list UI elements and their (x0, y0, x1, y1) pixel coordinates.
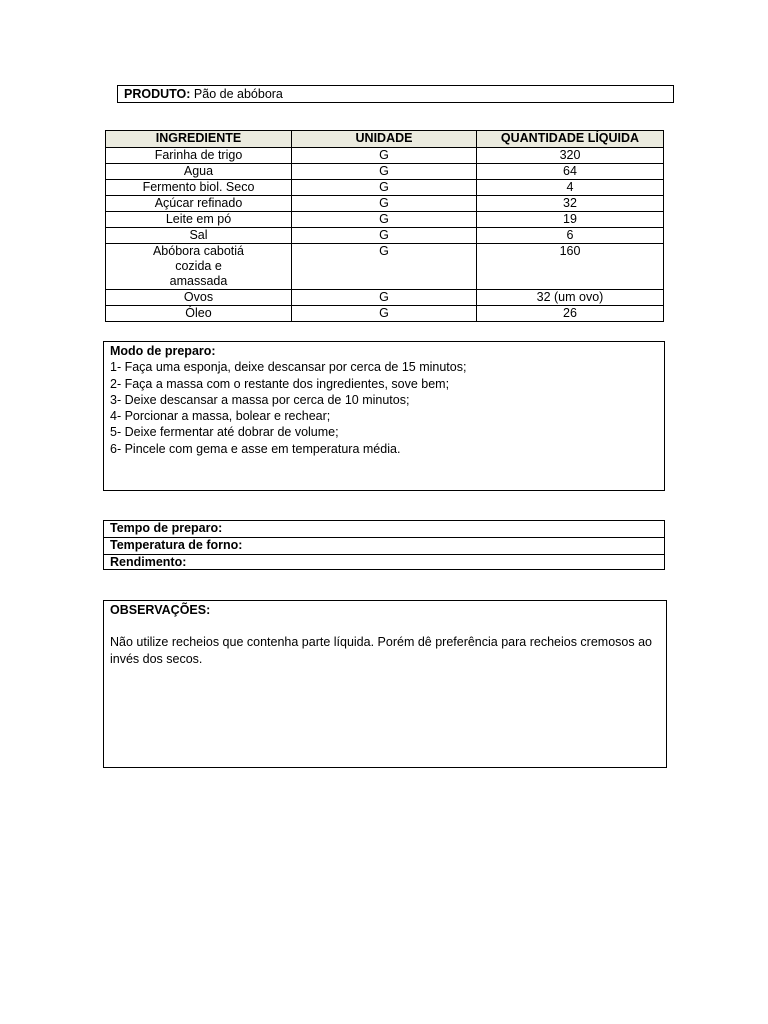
observations-title: OBSERVAÇÕES: (110, 603, 211, 617)
quantity-cell: 64 (477, 164, 664, 180)
preparation-section (103, 341, 665, 491)
preparation-step: 4- Porcionar a massa, bolear e rechear; (110, 409, 331, 424)
ingredient-cell: Sal (106, 228, 292, 244)
quantity-cell: 32 (477, 196, 664, 212)
quantity-cell: 160 (477, 244, 664, 290)
quantity-cell: 320 (477, 148, 664, 164)
table-row (106, 180, 664, 196)
unit-cell: G (292, 244, 477, 290)
header-quantity: QUANTIDADE LÍQUIDA (477, 131, 664, 148)
ingredient-cell: Óleo (106, 306, 292, 322)
table-row (106, 306, 664, 322)
unit-cell: G (292, 290, 477, 306)
unit-cell: G (292, 180, 477, 196)
header-ingredient: INGREDIENTE (106, 131, 292, 148)
quantity-cell: 4 (477, 180, 664, 196)
table-row (106, 196, 664, 212)
preparation-title: Modo de preparo: (110, 344, 216, 358)
info-section (103, 520, 665, 570)
observations-text: Não utilize recheios que contenha parte líquida. Porém dê preferência para recheios cremosos ao invés dos secos. (110, 635, 652, 666)
table-row (106, 148, 664, 164)
unit-cell: G (292, 228, 477, 244)
product-label: PRODUTO: (124, 87, 191, 101)
quantity-cell: 26 (477, 306, 664, 322)
table-header-row (106, 131, 664, 148)
ingredient-cell: Farinha de trigo (106, 148, 292, 164)
unit-cell: G (292, 148, 477, 164)
yield-label: Rendimento: (110, 555, 187, 569)
ingredient-cell: Leite em pó (106, 212, 292, 228)
ingredients-table (105, 130, 664, 322)
ingredient-cell: Fermento biol. Seco (106, 180, 292, 196)
table-row (106, 290, 664, 306)
ingredient-cell: Abóbora cabotiá cozida e amassada (106, 244, 292, 290)
unit-cell: G (292, 306, 477, 322)
preparation-step: 3- Deixe descansar a massa por cerca de 10 minutos; (110, 392, 410, 407)
preparation-step: 1- Faça uma esponja, deixe descansar por cerca de 15 minutos; (110, 360, 467, 375)
unit-cell: G (292, 164, 477, 180)
ingredient-cell: Açúcar refinado (106, 196, 292, 212)
table-row (106, 164, 664, 180)
quantity-cell: 32 (um ovo) (477, 290, 664, 306)
observations-section (103, 600, 667, 768)
quantity-cell: 6 (477, 228, 664, 244)
product-value: Pão de abóbora (193, 87, 283, 101)
table-row (106, 244, 664, 290)
unit-cell: G (292, 212, 477, 228)
oven-temp-label: Temperatura de forno: (104, 538, 664, 555)
product-field (117, 85, 674, 103)
table-row (106, 212, 664, 228)
preparation-step: 6- Pincele com gema e asse em temperatura média. (110, 441, 401, 456)
unit-cell: G (292, 196, 477, 212)
preparation-step: 2- Faça a massa com o restante dos ingredientes, sove bem; (110, 376, 450, 391)
header-unit: UNIDADE (292, 131, 477, 148)
ingredient-cell: Agua (106, 164, 292, 180)
ingredient-cell: Ovos (106, 290, 292, 306)
preparation-step: 5- Deixe fermentar até dobrar de volume; (110, 425, 339, 440)
prep-time-label: Tempo de preparo: (104, 521, 664, 538)
quantity-cell: 19 (477, 212, 664, 228)
table-row (106, 228, 664, 244)
